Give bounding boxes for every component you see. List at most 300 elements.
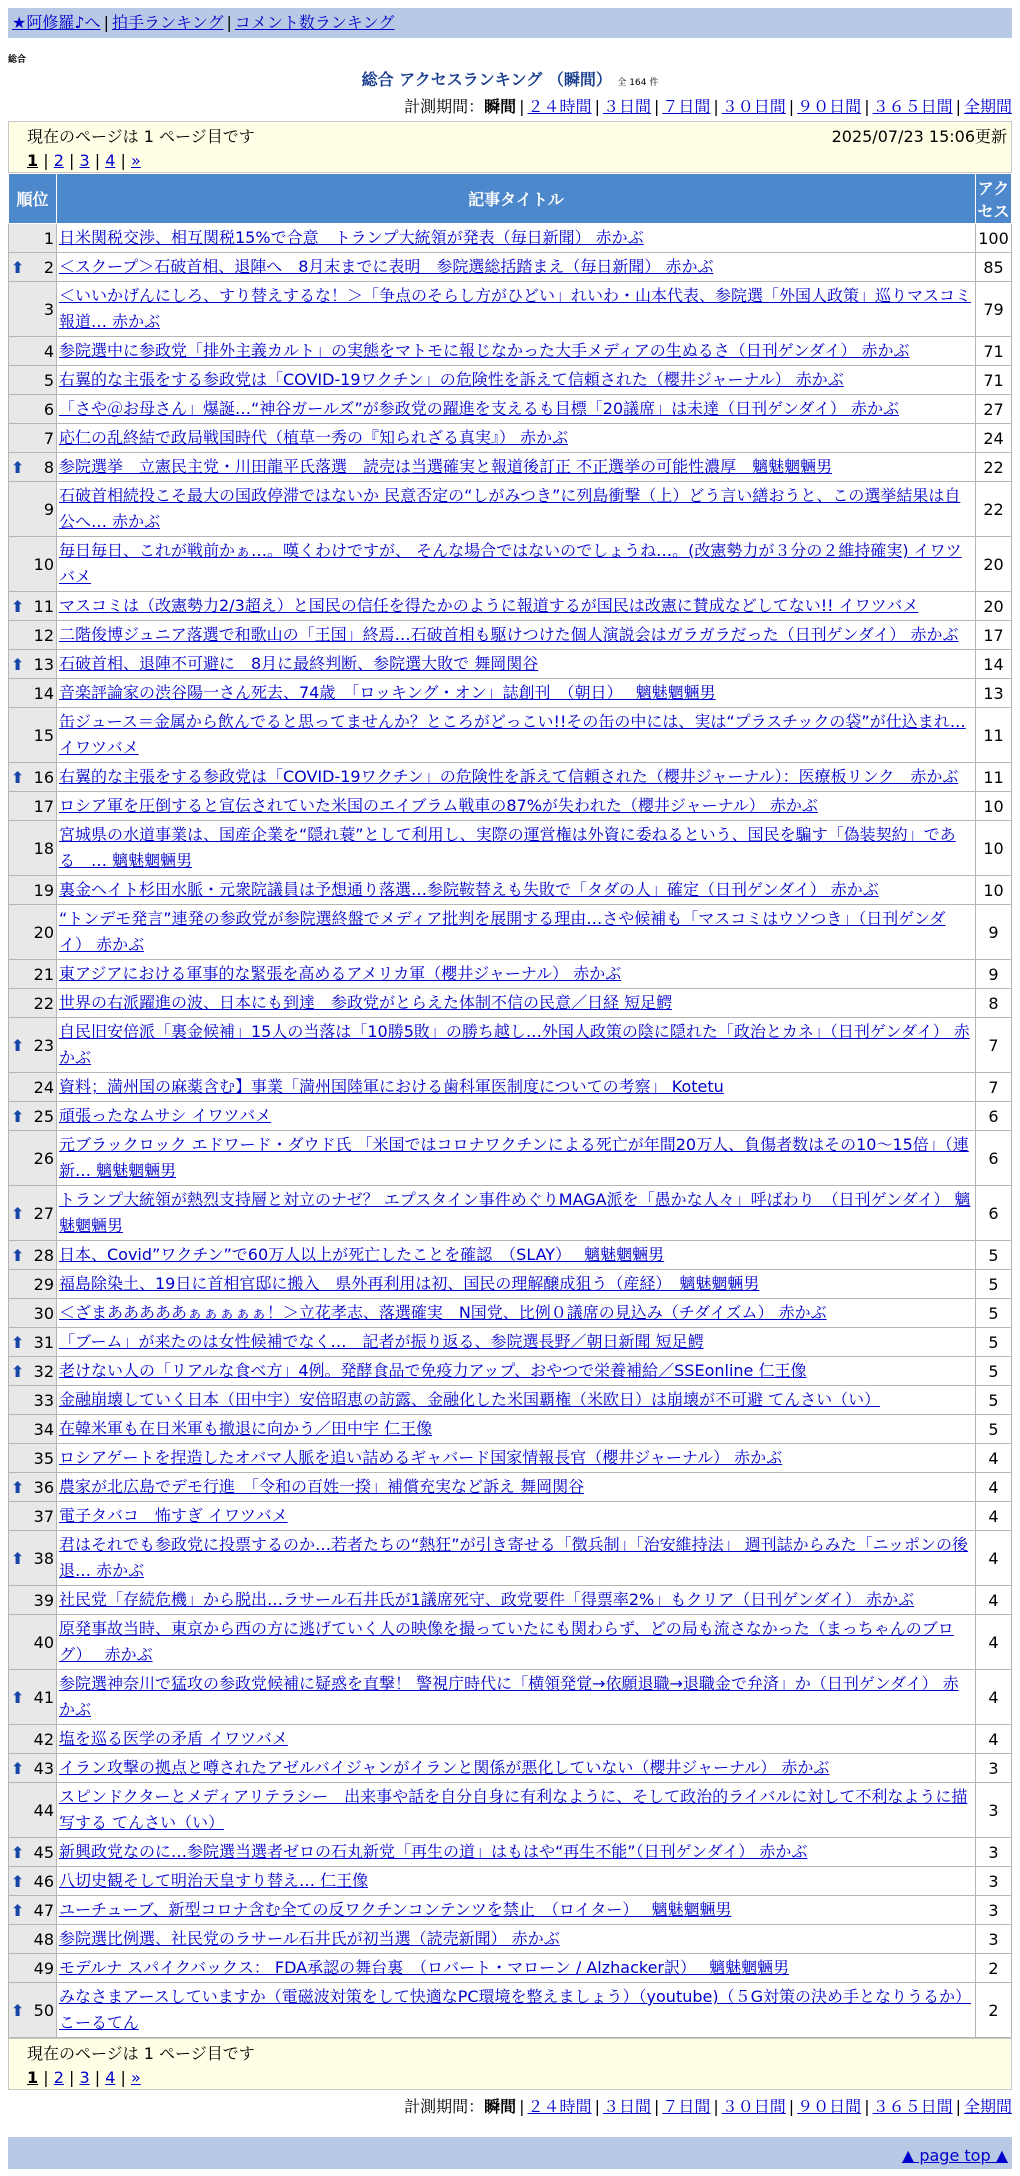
access-count: 6 xyxy=(976,1131,1012,1186)
rank-cell xyxy=(9,1783,57,1838)
access-count: 20 xyxy=(976,592,1012,621)
access-count: 14 xyxy=(976,650,1012,679)
article-link[interactable]: 右翼的な主張をする参政党は「COVID-19ワクチン」の危険性を訴えて信頼された（櫻井ジャーナル） 赤かぶ xyxy=(59,370,844,389)
title-cell xyxy=(57,1328,976,1357)
period-link[interactable]: ９０日間 xyxy=(797,97,862,116)
table-row xyxy=(9,989,1012,1018)
title-header: 記事タイトル xyxy=(57,174,976,224)
page-link[interactable]: 2 xyxy=(53,2068,64,2087)
rank-number: 11 xyxy=(33,596,54,616)
article-link[interactable]: モデルナ スパイクバックス： FDA承認の舞台裏 （ロバート・マローン / Alzhacker訳） 魑魅魍魎男 xyxy=(59,1958,790,1977)
table-row xyxy=(9,1473,1012,1502)
current-page-text: 現在のページは 1 ページ目です xyxy=(27,127,255,146)
access-count: 24 xyxy=(976,424,1012,453)
rank-number: 10 xyxy=(33,554,54,574)
access-count: 11 xyxy=(976,708,1012,763)
next-page-link[interactable]: » xyxy=(130,151,141,170)
rank-number: 38 xyxy=(33,1548,54,1568)
article-link[interactable]: 二階俊博ジュニア落選で和歌山の「王国」終焉…石破首相も駆けつけた個人演説会はガラガラだった（日刊ゲンダイ） 赤かぶ xyxy=(59,625,959,644)
table-row xyxy=(9,876,1012,905)
article-link[interactable]: 原発事故当時、東京から西の方に逃げていく人の映像を撮っていたにも関わらず、どの局も流さなかった（まっちゃんのブログ） 赤かぶ xyxy=(59,1619,954,1664)
article-link[interactable]: 「ブーム」が来たのは女性候補でなく… 記者が振り返る、参院選長野／朝日新聞 短足鰐 xyxy=(59,1332,704,1351)
title-cell xyxy=(57,1299,976,1328)
article-link[interactable]: 八切史観そして明治天皇すり替え… 仁王像 xyxy=(59,1871,369,1890)
article-link[interactable]: 東アジアにおける軍事的な緊張を高めるアメリカ軍（櫻井ジャーナル） 赤かぶ xyxy=(59,964,622,983)
title-cell xyxy=(57,621,976,650)
period-link[interactable]: ７日間 xyxy=(662,97,711,116)
access-count: 10 xyxy=(976,821,1012,876)
rank-up-arrow-icon: ⬆ xyxy=(11,1035,25,1055)
article-link[interactable]: 参院選神奈川で猛攻の参政党候補に疑惑を直撃！ 警視庁時代に「横領発覚→依願退職→退職金で弁済」か（日刊ゲンダイ） 赤かぶ xyxy=(59,1674,959,1719)
table-row xyxy=(9,1270,1012,1299)
period-separator: | xyxy=(713,97,719,116)
rank-cell xyxy=(9,1838,57,1867)
access-count: 2 xyxy=(976,1983,1012,2038)
title-cell xyxy=(57,395,976,424)
pagination-box xyxy=(8,121,1012,173)
title-cell xyxy=(57,1754,976,1783)
access-count: 3 xyxy=(976,1838,1012,1867)
article-link[interactable]: 元ブラックロック エドワード・ダウド氏 「米国ではコロナワクチンによる死亡が年間20万人、負傷者数はその10～15倍」（連新… 魑魅魍魎男 xyxy=(59,1135,969,1180)
article-link[interactable]: ロシアゲートを捏造したオバマ人脈を追い詰めるギャバード国家情報長官（櫻井ジャーナル） 赤かぶ xyxy=(59,1448,783,1467)
period-link[interactable]: ３６５日間 xyxy=(872,2097,953,2116)
period-separator: | xyxy=(864,2097,870,2116)
article-link[interactable]: 老けない人の「リアルな食べ方」4例。発酵食品で免疫力アップ、おやつで栄養補給／SSEonline 仁王像 xyxy=(59,1361,807,1380)
period-separator: | xyxy=(519,97,525,116)
article-link[interactable]: 在韓米軍も在日米軍も撤退に向かう／田中宇 仁王像 xyxy=(59,1419,433,1438)
title-cell xyxy=(57,989,976,1018)
rank-cell xyxy=(9,621,57,650)
rank-cell xyxy=(9,282,57,337)
table-row xyxy=(9,592,1012,621)
rank-cell xyxy=(9,1531,57,1586)
next-page-link[interactable]: » xyxy=(130,2068,141,2087)
access-count: 5 xyxy=(976,1415,1012,1444)
rank-cell xyxy=(9,876,57,905)
rank-number: 40 xyxy=(33,1632,54,1652)
table-row xyxy=(9,482,1012,537)
rank-number: 5 xyxy=(43,370,54,390)
rank-cell xyxy=(9,1018,57,1073)
title-cell xyxy=(57,1386,976,1415)
article-link[interactable]: 農家が北広島でデモ行進 「令和の百姓一揆」補償充実など訴え 舞岡関谷 xyxy=(59,1477,585,1496)
rank-number: 23 xyxy=(33,1035,54,1055)
article-link[interactable]: 参院選比例選、社民党のラサール石井氏が初当選（読売新聞） 赤かぶ xyxy=(59,1929,560,1948)
article-link[interactable]: 応仁の乱終結で政局戦国時代（植草一秀の『知られざる真実』） 赤かぶ xyxy=(59,428,569,447)
title-cell xyxy=(57,253,976,282)
rank-number: 43 xyxy=(33,1758,54,1778)
access-count: 20 xyxy=(976,537,1012,592)
access-header: アクセス xyxy=(976,174,1012,224)
article-link[interactable]: ロシア軍を圧倒すると宣伝されていた米国のエイブラム戦車の87%が失われた（櫻井ジャーナル） 赤かぶ xyxy=(59,796,818,815)
table-row xyxy=(9,253,1012,282)
period-current: 瞬間 xyxy=(484,97,517,116)
access-count: 22 xyxy=(976,453,1012,482)
table-row xyxy=(9,792,1012,821)
rank-number: 39 xyxy=(33,1590,54,1610)
article-link[interactable]: 自民旧安倍派「裏金候補」15人の当落は「10勝5敗」の勝ち越し…外国人政策の陰に隠れた「政治とカネ」（日刊ゲンダイ） 赤かぶ xyxy=(59,1022,970,1067)
title-cell xyxy=(57,1954,976,1983)
page-top-link[interactable]: ▲ page top ▲ xyxy=(901,2146,1008,2165)
table-row xyxy=(9,1299,1012,1328)
article-link[interactable]: 参院選挙 立憲民主党・川田龍平氏落選 読売は当選確実と報道後訂正 不正選挙の可能性濃厚 魑魅魍魎男 xyxy=(59,457,833,476)
rank-cell xyxy=(9,1073,57,1102)
article-link[interactable]: 右翼的な主張をする参政党は「COVID-19ワクチン」の危険性を訴えて信頼された（櫻井ジャーナル）：医療板リンク 赤かぶ xyxy=(59,767,959,786)
rank-cell xyxy=(9,224,57,253)
article-link[interactable]: スピンドクターとメディアリテラシー 出来事や話を自分自身に有利なように、そして政治的ライバルに対して不利なように描写する てんさい（い） xyxy=(59,1787,968,1832)
rank-cell xyxy=(9,1925,57,1954)
access-count: 22 xyxy=(976,482,1012,537)
article-link[interactable]: 宮城県の水道事業は、国産企業を“隠れ蓑”として利用し、実際の運営権は外資に委ねるという、国民を騙す「偽装契約」である … 魑魅魍魎男 xyxy=(59,825,956,870)
rank-number: 42 xyxy=(33,1729,54,1749)
rank-up-arrow-icon: ⬆ xyxy=(11,2000,25,2020)
rank-cell xyxy=(9,1896,57,1925)
rank-up-arrow-icon: ⬆ xyxy=(11,1758,25,1778)
access-count: 4 xyxy=(976,1473,1012,1502)
access-count: 4 xyxy=(976,1444,1012,1473)
access-count: 6 xyxy=(976,1102,1012,1131)
rank-number: 34 xyxy=(33,1419,54,1439)
table-row xyxy=(9,1754,1012,1783)
article-link[interactable]: ＜いいかげんにしろ、すり替えするな！＞「争点のそらし方がひどい」れいわ・山本代表、参院選「外国人政策」巡りマスコミ報道… 赤かぶ xyxy=(59,286,972,331)
rank-number: 7 xyxy=(43,428,54,448)
access-count: 3 xyxy=(976,1754,1012,1783)
access-count: 4 xyxy=(976,1531,1012,1586)
title-cell xyxy=(57,1270,976,1299)
rank-number: 46 xyxy=(33,1871,54,1891)
table-row xyxy=(9,1102,1012,1131)
top-nav-bar: ★阿修羅♪へ | 拍手ランキング | コメント数ランキング xyxy=(8,8,1012,38)
rank-number: 15 xyxy=(33,725,54,745)
rank-number: 37 xyxy=(33,1506,54,1526)
article-link[interactable]: 石破首相続投こそ最大の国政停滞ではないか 民意否定の“しがみつき”に列島衝撃（上）どう言い繕おうと、この選挙結果は自公へ… 赤かぶ xyxy=(59,486,961,531)
title-cell xyxy=(57,1615,976,1670)
table-row xyxy=(9,1131,1012,1186)
title-cell xyxy=(57,792,976,821)
title-cell xyxy=(57,1867,976,1896)
page-title xyxy=(0,67,1020,90)
rank-cell xyxy=(9,1270,57,1299)
title-cell xyxy=(57,1018,976,1073)
table-row xyxy=(9,1444,1012,1473)
article-link[interactable]: ＜スクープ＞石破首相、退陣へ 8月末までに表明 参院選総括踏まえ（毎日新聞） 赤かぶ xyxy=(59,257,714,276)
rank-cell xyxy=(9,905,57,960)
article-link[interactable]: トランプ大統領が熱烈支持層と対立のナゼ？ エプスタイン事件めぐりMAGA派を「愚かな人々」呼ばわり （日刊ゲンダイ） 魑魅魍魎男 xyxy=(59,1190,971,1235)
article-link[interactable]: 君はそれでも参政党に投票するのか…若者たちの“熱狂”が引き寄せる「徴兵制」「治安維持法」 週刊誌からみた「ニッポンの後退… 赤かぶ xyxy=(59,1535,969,1580)
page-link[interactable]: 3 xyxy=(79,151,90,170)
period-separator: | xyxy=(594,97,600,116)
rank-number: 31 xyxy=(33,1332,54,1352)
title-cell xyxy=(57,1783,976,1838)
rank-up-arrow-icon: ⬆ xyxy=(11,767,25,787)
rank-cell xyxy=(9,1473,57,1502)
access-count: 5 xyxy=(976,1270,1012,1299)
period-link[interactable]: ３６５日間 xyxy=(872,97,953,116)
title-cell xyxy=(57,453,976,482)
rank-number: 47 xyxy=(33,1900,54,1920)
title-cell xyxy=(57,1586,976,1615)
rank-number: 18 xyxy=(33,838,54,858)
access-count: 71 xyxy=(976,337,1012,366)
article-link[interactable]: 缶ジュース＝金属から飲んでると思ってませんか？ところがどっこい!!その缶の中には、実は“プラスチックの袋”が仕込まれ… イワツバメ xyxy=(59,712,966,757)
rank-cell xyxy=(9,1241,57,1270)
period-link[interactable]: ９０日間 xyxy=(797,2097,862,2116)
period-link[interactable]: ２４時間 xyxy=(527,97,592,116)
title-cell xyxy=(57,1896,976,1925)
table-row xyxy=(9,821,1012,876)
page-link[interactable]: 4 xyxy=(105,151,116,170)
article-link[interactable]: 塩を巡る医学の矛盾 イワツバメ xyxy=(59,1729,288,1748)
rank-cell xyxy=(9,679,57,708)
article-link[interactable]: 音楽評論家の渋谷陽一さん死去、74歳 「ロッキング・オン」誌創刊 （朝日） 魑魅魍魎男 xyxy=(59,683,716,702)
rank-up-arrow-icon: ⬆ xyxy=(11,1332,25,1352)
title-cell xyxy=(57,1531,976,1586)
article-link[interactable]: 福島除染土、19日に首相官邸に搬入 県外再利用は初、国民の理解醸成狙う（産経） 魑魅魍魎男 xyxy=(59,1274,760,1293)
rank-cell xyxy=(9,989,57,1018)
table-row xyxy=(9,424,1012,453)
article-link[interactable]: 資料；満州国の麻薬含む】事業「満州国陸軍における歯科軍医制度についての考察」 Kotetu xyxy=(59,1077,724,1096)
access-count: 100 xyxy=(976,224,1012,253)
page-current: 1 xyxy=(27,2068,39,2087)
rank-up-arrow-icon: ⬆ xyxy=(11,596,25,616)
rank-number: 30 xyxy=(33,1303,54,1323)
rank-cell xyxy=(9,821,57,876)
rank-cell xyxy=(9,1867,57,1896)
access-count: 11 xyxy=(976,763,1012,792)
table-row xyxy=(9,1073,1012,1102)
page-link[interactable]: 3 xyxy=(79,2068,90,2087)
current-page-text-bottom: 現在のページは 1 ページ目です xyxy=(27,2044,255,2063)
period-separator: | xyxy=(864,97,870,116)
rank-up-arrow-icon: ⬆ xyxy=(11,1548,25,1568)
rank-cell xyxy=(9,1102,57,1131)
rank-number: 32 xyxy=(33,1361,54,1381)
rank-number: 45 xyxy=(33,1842,54,1862)
table-row xyxy=(9,679,1012,708)
title-cell xyxy=(57,1725,976,1754)
article-link[interactable]: 毎日毎日、これが戦前かぁ…。嘆くわけですが、 そんな場合ではないのでしょうね…。(改憲勢力が３分の２維持確実) イワツバメ xyxy=(59,541,962,586)
table-row xyxy=(9,1018,1012,1073)
article-link[interactable]: ＜ざまあああああぁぁぁぁぁ！＞立花孝志、落選確実 N国党、比例０議席の見込み（チダイズム） 赤かぶ xyxy=(59,1303,827,1322)
article-link[interactable]: マスコミは（改憲勢力2/3超え）と国民の信任を得たかのように報道するが国民は改憲に賛成などしてない!! イワツバメ xyxy=(59,596,919,615)
rank-up-arrow-icon: ⬆ xyxy=(11,1900,25,1920)
article-link[interactable]: “トンデモ発言”連発の参政党が参院選終盤でメディア批判を展開する理由…さや候補も「マスコミはウソつき」（日刊ゲンダイ） 赤かぶ xyxy=(59,909,946,954)
access-count: 3 xyxy=(976,1925,1012,1954)
title-cell xyxy=(57,592,976,621)
rank-number: 36 xyxy=(33,1477,54,1497)
title-cell xyxy=(57,1838,976,1867)
title-cell xyxy=(57,1444,976,1473)
access-count: 3 xyxy=(976,1896,1012,1925)
rank-up-arrow-icon: ⬆ xyxy=(11,1842,25,1862)
bottom-bar xyxy=(8,2137,1012,2169)
rank-up-arrow-icon: ⬆ xyxy=(11,1106,25,1126)
period-separator: | xyxy=(653,97,660,116)
access-count: 4 xyxy=(976,1586,1012,1615)
rank-up-arrow-icon: ⬆ xyxy=(11,1361,25,1381)
total-count: 全 164 件 xyxy=(617,78,659,88)
period-link[interactable]: ３０日間 xyxy=(721,2097,786,2116)
rank-number: 12 xyxy=(33,625,54,645)
article-link[interactable]: 「さや＠お母さん」爆誕…“神谷ガールズ”が参政党の躍進を支えるも目標「20議席」は未達（日刊ゲンダイ） 赤かぶ xyxy=(59,399,899,418)
rank-number: 44 xyxy=(33,1800,54,1820)
title-cell xyxy=(57,708,976,763)
table-row xyxy=(9,1586,1012,1615)
rank-cell xyxy=(9,395,57,424)
access-count: 79 xyxy=(976,282,1012,337)
table-row xyxy=(9,537,1012,592)
rank-header: 順位 xyxy=(9,174,57,224)
rank-cell xyxy=(9,337,57,366)
title-cell xyxy=(57,482,976,537)
table-row xyxy=(9,763,1012,792)
access-count: 4 xyxy=(976,1615,1012,1670)
access-count: 2 xyxy=(976,1954,1012,1983)
title-cell xyxy=(57,1925,976,1954)
rank-cell xyxy=(9,1983,57,2038)
title-cell xyxy=(57,224,976,253)
rank-number: 20 xyxy=(33,922,54,942)
article-link[interactable]: ユーチューブ、新型コロナ含む全ての反ワクチンコンテンツを禁止 （ロイター） 魑魅魍魎男 xyxy=(59,1900,732,1919)
rank-number: 28 xyxy=(33,1245,54,1265)
table-row xyxy=(9,1386,1012,1415)
title-cell xyxy=(57,763,976,792)
page-title-text: 総合 アクセスランキング （瞬間） xyxy=(361,70,612,89)
access-count: 4 xyxy=(976,1502,1012,1531)
title-cell xyxy=(57,366,976,395)
period-link[interactable]: ７日間 xyxy=(662,2097,711,2116)
title-cell xyxy=(57,821,976,876)
table-row xyxy=(9,1896,1012,1925)
article-link[interactable]: イラン攻撃の拠点と噂されたアゼルバイジャンがイランと関係が悪化していない（櫻井ジャーナル） 赤かぶ xyxy=(59,1758,830,1777)
title-cell xyxy=(57,1073,976,1102)
period-separator: | xyxy=(955,97,961,116)
page-link[interactable]: 4 xyxy=(105,2068,116,2087)
title-cell xyxy=(57,1241,976,1270)
rank-cell xyxy=(9,1615,57,1670)
period-selector xyxy=(8,94,1012,117)
rank-cell xyxy=(9,482,57,537)
rank-number: 9 xyxy=(43,499,54,519)
table-row xyxy=(9,1186,1012,1241)
title-cell xyxy=(57,650,976,679)
article-link[interactable]: 金融崩壊していく日本（田中宇）安倍昭恵の訪露、金融化した米国覇権（米欧日）は崩壊が不可避 てんさい（い） xyxy=(59,1390,881,1409)
rank-cell xyxy=(9,366,57,395)
page-link[interactable]: 2 xyxy=(53,151,64,170)
rank-cell xyxy=(9,1357,57,1386)
table-row xyxy=(9,1954,1012,1983)
table-row xyxy=(9,1725,1012,1754)
period-link[interactable]: 全期間 xyxy=(963,97,1012,116)
rank-number: 35 xyxy=(33,1448,54,1468)
article-link[interactable]: みなさまアースしていますか（電磁波対策をして快適なPC環境を整えましょう）（youtube)（５G対策の決め手となりうるか） こーるてん xyxy=(59,1987,971,2032)
table-row xyxy=(9,621,1012,650)
period-link[interactable]: ３日間 xyxy=(602,2097,651,2116)
pagination-box-bottom xyxy=(8,2038,1012,2090)
rank-cell xyxy=(9,763,57,792)
article-link[interactable]: 日本、Covid”ワクチン”で60万人以上が死亡したことを確認 （SLAY） 魑魅魍魎男 xyxy=(59,1245,665,1264)
period-separator: | xyxy=(519,2097,525,2116)
rank-number: 19 xyxy=(33,880,54,900)
article-link[interactable]: 社民党「存続危機」から脱出…ラサール石井氏が1議席死守、政党要件「得票率2%」もクリア（日刊ゲンダイ） 赤かぶ xyxy=(59,1590,915,1609)
rank-number: 41 xyxy=(33,1687,54,1707)
access-count: 17 xyxy=(976,621,1012,650)
table-row xyxy=(9,1415,1012,1444)
rank-number: 16 xyxy=(33,767,54,787)
rank-cell xyxy=(9,1328,57,1357)
article-link[interactable]: 新興政党なのに…参院選当選者ゼロの石丸新党「再生の道」はもはや“再生不能”（日刊ゲンダイ） 赤かぶ xyxy=(59,1842,808,1861)
comment-ranking-link[interactable]: コメント数ランキング xyxy=(234,13,395,32)
rank-number: 8 xyxy=(43,457,54,477)
rank-number: 29 xyxy=(33,1274,54,1294)
title-cell xyxy=(57,424,976,453)
rank-cell xyxy=(9,1754,57,1783)
rank-number: 27 xyxy=(33,1203,54,1223)
back-to-asyura-link[interactable]: ★阿修羅♪へ xyxy=(12,13,101,32)
access-count: 7 xyxy=(976,1073,1012,1102)
access-count: 5 xyxy=(976,1328,1012,1357)
article-link[interactable]: 裏金ヘイト杉田水脈・元衆院議員は予想通り落選…参院鞍替えも失敗で「タダの人」確定（日刊ゲンダイ） 赤かぶ xyxy=(59,880,879,899)
rank-cell xyxy=(9,1670,57,1725)
title-cell xyxy=(57,1131,976,1186)
table-row xyxy=(9,1925,1012,1954)
table-row xyxy=(9,1328,1012,1357)
article-link[interactable]: 頑張ったなムサシ イワツバメ xyxy=(59,1106,272,1125)
rank-up-arrow-icon: ⬆ xyxy=(11,1203,25,1223)
rank-number: 48 xyxy=(33,1929,54,1949)
table-row xyxy=(9,708,1012,763)
title-cell xyxy=(57,1473,976,1502)
title-cell xyxy=(57,1415,976,1444)
rank-number: 4 xyxy=(43,341,54,361)
rank-up-arrow-icon: ⬆ xyxy=(11,257,25,277)
rank-cell xyxy=(9,1186,57,1241)
period-separator: | xyxy=(653,2097,660,2116)
rank-number: 21 xyxy=(33,964,54,984)
access-count: 10 xyxy=(976,876,1012,905)
access-count: 3 xyxy=(976,1867,1012,1896)
table-row xyxy=(9,1241,1012,1270)
access-count: 5 xyxy=(976,1241,1012,1270)
rank-number: 3 xyxy=(43,299,54,319)
period-link[interactable]: ２４時間 xyxy=(527,2097,592,2116)
access-count: 9 xyxy=(976,960,1012,989)
period-link[interactable]: 全期間 xyxy=(963,2097,1012,2116)
rank-cell xyxy=(9,1586,57,1615)
access-count: 71 xyxy=(976,366,1012,395)
title-cell xyxy=(57,1983,976,2038)
rank-cell xyxy=(9,1131,57,1186)
table-row xyxy=(9,282,1012,337)
table-row xyxy=(9,453,1012,482)
page-links-bottom: 1 | 2 | 3 | 4 | » xyxy=(27,2068,141,2087)
rank-number: 33 xyxy=(33,1390,54,1410)
article-link[interactable]: 参院選中に参政党「排外主義カルト」の実態をマトモに報じなかった大手メディアの生ぬるさ（日刊ゲンダイ） 赤かぶ xyxy=(59,341,910,360)
rank-cell xyxy=(9,650,57,679)
table-row xyxy=(9,337,1012,366)
article-link[interactable]: 石破首相、退陣不可避に 8月に最終判断、参院選大敗で 舞岡関谷 xyxy=(59,654,539,673)
article-link[interactable]: 世界の右派躍進の波、日本にも到達 参政党がとらえた体制不信の民意／日経 短足鰐 xyxy=(59,993,673,1012)
article-link[interactable]: 日米関税交渉、相互関税15%で合意 トランプ大統領が発表（毎日新聞） 赤かぶ xyxy=(59,228,644,247)
ranking-table xyxy=(8,173,1012,2038)
period-link[interactable]: ３０日間 xyxy=(721,97,786,116)
period-link[interactable]: ３日間 xyxy=(602,97,651,116)
title-cell xyxy=(57,1102,976,1131)
article-link[interactable]: 電子タバコ 怖すぎ イワツバメ xyxy=(59,1506,288,1525)
clap-ranking-link[interactable]: 拍手ランキング xyxy=(111,13,224,32)
access-count: 5 xyxy=(976,1357,1012,1386)
rank-number: 2 xyxy=(43,257,54,277)
